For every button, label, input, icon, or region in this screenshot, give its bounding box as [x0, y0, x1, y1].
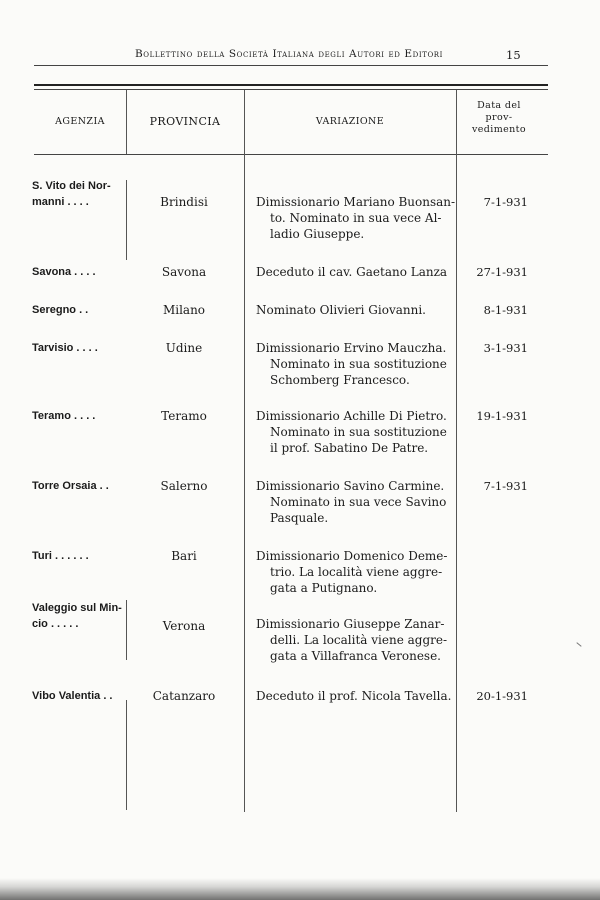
variation-line: ladio Giuseppe.: [270, 227, 365, 241]
variation-line: Nominato in sua sostituzione: [270, 357, 447, 371]
agency-cell: [32, 688, 124, 704]
column-header-date-line: Data del: [477, 100, 521, 111]
column-divider: [126, 700, 127, 810]
agency-cell: [32, 340, 124, 356]
agency-line: Savona . . . .: [32, 266, 96, 278]
agency-line: manni . . . .: [32, 196, 89, 208]
header-rule: [34, 65, 548, 66]
variation-line: trio. La località viene aggre-: [270, 565, 443, 579]
variation-cell: [256, 478, 452, 526]
agency-line: Tarvisio . . . .: [32, 342, 98, 354]
table-header-rule: [34, 154, 548, 155]
agency-line: Seregno . .: [32, 304, 89, 316]
agency-line: cio . . . . .: [32, 618, 79, 630]
variation-line: Nominato in sua sostituzione: [270, 425, 447, 439]
date-cell: 20-1-931: [476, 689, 528, 703]
variation-line: to. Nominato in sua vece Al-: [270, 211, 442, 225]
variation-line: Dimissionario Domenico Deme-: [256, 549, 448, 563]
column-divider: [126, 90, 127, 154]
variation-cell: [256, 264, 452, 280]
variation-cell: [256, 302, 452, 318]
variation-cell: [256, 340, 452, 388]
variation-line: Dimissionario Mariano Buonsan-: [256, 195, 456, 209]
variation-line: Dimissionario Achille Di Pietro.: [256, 409, 447, 423]
variation-line: Schomberg Francesco.: [270, 373, 410, 387]
variation-line: gata a Putignano.: [270, 581, 378, 595]
variation-line: Pasquale.: [270, 511, 329, 525]
table-top-rule-inner: [34, 89, 548, 90]
running-title: Bollettino della Società Italiana degli Autori ed Editori: [134, 48, 444, 60]
variation-line: Dimissionario Savino Carmine.: [256, 479, 445, 493]
variation-line: Nominato Olivieri Giovanni.: [256, 303, 426, 317]
variation-line: Dimissionario Giuseppe Zanar-: [256, 617, 445, 631]
scan-mark: [576, 642, 581, 647]
column-divider: [244, 90, 245, 812]
agency-cell: [32, 408, 124, 424]
agency-line: Torre Orsaia . .: [32, 480, 109, 492]
agency-line: Vibo Valentia . .: [32, 690, 113, 702]
variation-cell: [256, 616, 452, 664]
variation-line: gata a Villafranca Veronese.: [270, 649, 441, 663]
province-cell: Brindisi: [160, 195, 208, 209]
date-cell: 3-1-931: [483, 341, 528, 355]
variation-line: Dimissionario Ervino Mauczha.: [256, 341, 447, 355]
column-divider: [456, 90, 457, 812]
date-cell: 19-1-931: [476, 409, 528, 423]
province-cell: Verona: [162, 619, 206, 633]
variation-line: Nominato in sua vece Savino: [270, 495, 447, 509]
column-divider: [126, 600, 127, 660]
variation-line: Deceduto il cav. Gaetano Lanza: [256, 265, 448, 279]
agency-cell: [32, 178, 124, 210]
variation-line: il prof. Sabatino De Patre.: [270, 441, 429, 455]
agency-cell: [32, 478, 124, 494]
province-cell: Bari: [171, 549, 197, 563]
date-cell: 27-1-931: [476, 265, 528, 279]
column-header-date-line: prov-: [485, 112, 513, 123]
province-cell: Salerno: [160, 479, 208, 493]
date-cell: 7-1-931: [483, 195, 528, 209]
variation-cell: [256, 408, 452, 456]
date-cell: 8-1-931: [483, 303, 528, 317]
page-number: 15: [506, 48, 521, 62]
variation-cell: [256, 548, 452, 596]
agency-cell: [32, 264, 124, 280]
variation-line: Deceduto il prof. Nicola Tavella.: [256, 689, 452, 703]
province-cell: Savona: [161, 265, 207, 279]
date-cell: 7-1-931: [483, 479, 528, 493]
variation-cell: [256, 688, 452, 704]
table-top-rule: [34, 84, 548, 86]
column-divider: [126, 180, 127, 260]
column-header-agency: AGENZIA: [55, 116, 105, 127]
province-cell: Catanzaro: [152, 689, 216, 703]
province-cell: Udine: [165, 341, 203, 355]
agency-cell: [32, 302, 124, 318]
column-header-province: PROVINCIA: [149, 115, 221, 128]
province-cell: Teramo: [161, 409, 207, 423]
variation-line: delli. La località viene aggre-: [270, 633, 448, 647]
agency-line: Teramo . . . .: [32, 410, 96, 422]
province-cell: Milano: [162, 303, 206, 317]
agency-line: Valeggio sul Min-: [32, 602, 122, 614]
agency-cell: [32, 600, 124, 632]
column-header-variation: VARIAZIONE: [315, 116, 385, 127]
agency-line: Turi . . . . . .: [32, 550, 89, 562]
variation-cell: [256, 194, 456, 242]
column-header-date-line: vedimento: [472, 124, 526, 135]
column-header-date: [458, 100, 540, 136]
agency-cell: [32, 548, 124, 564]
agency-line: S. Vito dei Nor-: [32, 180, 111, 192]
scan-edge-shadow: [0, 878, 600, 900]
